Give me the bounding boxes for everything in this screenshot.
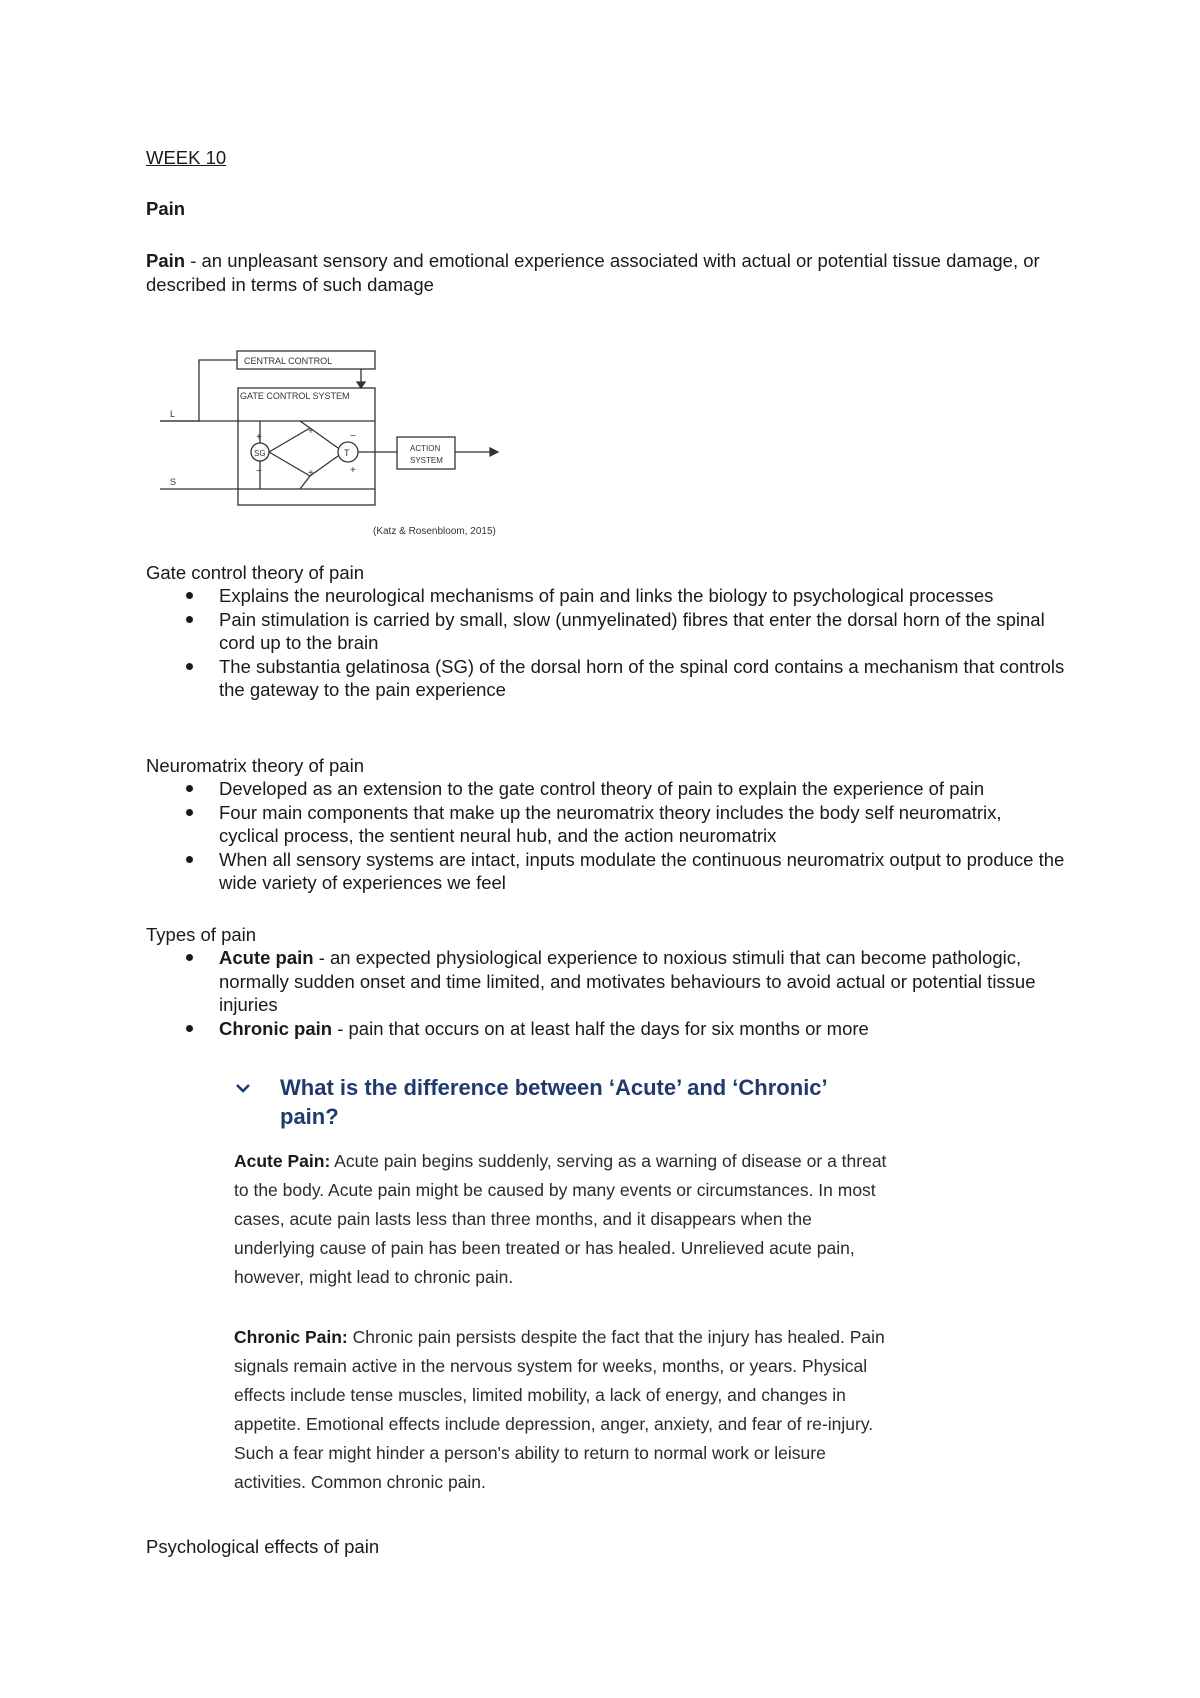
- gate-control-diagram: [160, 344, 540, 544]
- types-bullets: [146, 946, 1066, 1040]
- gate-control-bullets: [146, 584, 1066, 702]
- chronic-label: Chronic Pain:: [234, 1327, 348, 1347]
- central-control-label: CENTRAL CONTROL: [244, 356, 333, 366]
- list-item-chronic: [146, 1017, 1066, 1041]
- gate-control-title: Gate control theory of pain: [146, 562, 365, 583]
- chronic-paragraph-text: Chronic pain persists despite the fact that the injury has healed. Pain signals remain active in the nervous system for weeks, months, or years. Physical effects include tense muscles, limited mobility, a lack of energy, and changes in appetite. Emotional effects include depression, anger, anxiety, and fear of re-injury. Such a fear might hinder a person's ability to return to normal work or leisure activities. Common chronic pain.: [234, 1327, 885, 1492]
- list-item-acute: [146, 946, 1066, 1017]
- acute-term: Acute pain: [219, 947, 314, 968]
- list-item: When all sensory systems are intact, inputs modulate the continuous neuromatrix output to produce the wide variety of experiences we feel: [146, 848, 1066, 895]
- faq-question: What is the difference between ‘Acute’ and ‘Chronic’ pain?: [280, 1075, 827, 1129]
- t-minus-top: −: [350, 431, 356, 442]
- list-item: Four main components that make up the neuromatrix theory includes the body self neuromatrix, cyclical process, the sentient neural hub, and the action neuromatrix: [146, 801, 1066, 848]
- gate-plus-bottom: +: [308, 468, 314, 479]
- acute-label: Acute Pain:: [234, 1151, 331, 1171]
- embedded-screenshot: [222, 1061, 910, 1506]
- definition-text: - an unpleasant sensory and emotional experience associated with actual or potential tissue damage, or described in terms of such damage: [146, 250, 1040, 295]
- chronic-term: Chronic pain: [219, 1017, 333, 1039]
- input-l-label: L: [170, 409, 176, 419]
- list-item: Pain stimulation is carried by small, slow (unmyelinated) fibres that enter the dorsal horn of the spinal cord up to the brain: [146, 608, 1066, 655]
- types-title: Types of pain: [146, 924, 257, 945]
- acute-paragraph-text: Acute pain begins suddenly, serving as a warning of disease or a threat to the body. Acute pain might be caused by many events or circumstances. In most cases, acute pain lasts less than three months, and it disappears when the underlying cause of pain has been treated or has healed. Unrelieved acute pain, however, might lead to chronic pain.: [234, 1151, 887, 1287]
- diagram-citation: (Katz & Rosenbloom, 2015): [373, 526, 496, 537]
- sg-plus-top: +: [256, 432, 262, 443]
- gate-system-label: GATE CONTROL SYSTEM: [240, 391, 350, 401]
- t-plus-bottom: +: [350, 465, 356, 476]
- neuromatrix-title: Neuromatrix theory of pain: [146, 755, 364, 776]
- acute-paragraph: [234, 1147, 894, 1292]
- chevron-down-icon: [234, 1079, 252, 1097]
- list-item: Explains the neurological mechanisms of pain and links the biology to psychological processes: [146, 584, 1066, 608]
- t-label: T: [344, 448, 350, 458]
- section-heading-pain: Pain: [146, 198, 186, 219]
- definition-term: Pain: [146, 250, 186, 271]
- sg-minus-bottom: −: [256, 466, 262, 477]
- list-item: The substantia gelatinosa (SG) of the dorsal horn of the spinal cord contains a mechanism that controls the gateway to the pain experience: [146, 655, 1066, 702]
- gate-plus-top: +: [308, 426, 314, 437]
- sg-label: SG: [254, 449, 266, 458]
- action-label-2: SYSTEM: [410, 456, 443, 465]
- neuromatrix-bullets: [146, 777, 1066, 895]
- input-s-label: S: [170, 477, 177, 487]
- acute-text: - an expected physiological experience to noxious stimuli that can become pathologic, normally sudden onset and time limited, and motivates behaviours to avoid actual or potential tissue injuries: [219, 947, 1036, 1015]
- week-label: WEEK 10: [146, 147, 227, 168]
- psych-effects-title: Psychological effects of pain: [146, 1536, 380, 1557]
- pain-definition: [146, 249, 1046, 296]
- list-item: Developed as an extension to the gate control theory of pain to explain the experience of pain: [146, 777, 1066, 801]
- chronic-text: - pain that occurs on at least half the days for six months or more: [332, 1017, 869, 1039]
- action-label-1: ACTION: [410, 444, 441, 453]
- chronic-paragraph: [234, 1323, 894, 1497]
- gate-control-system-box: [238, 388, 375, 505]
